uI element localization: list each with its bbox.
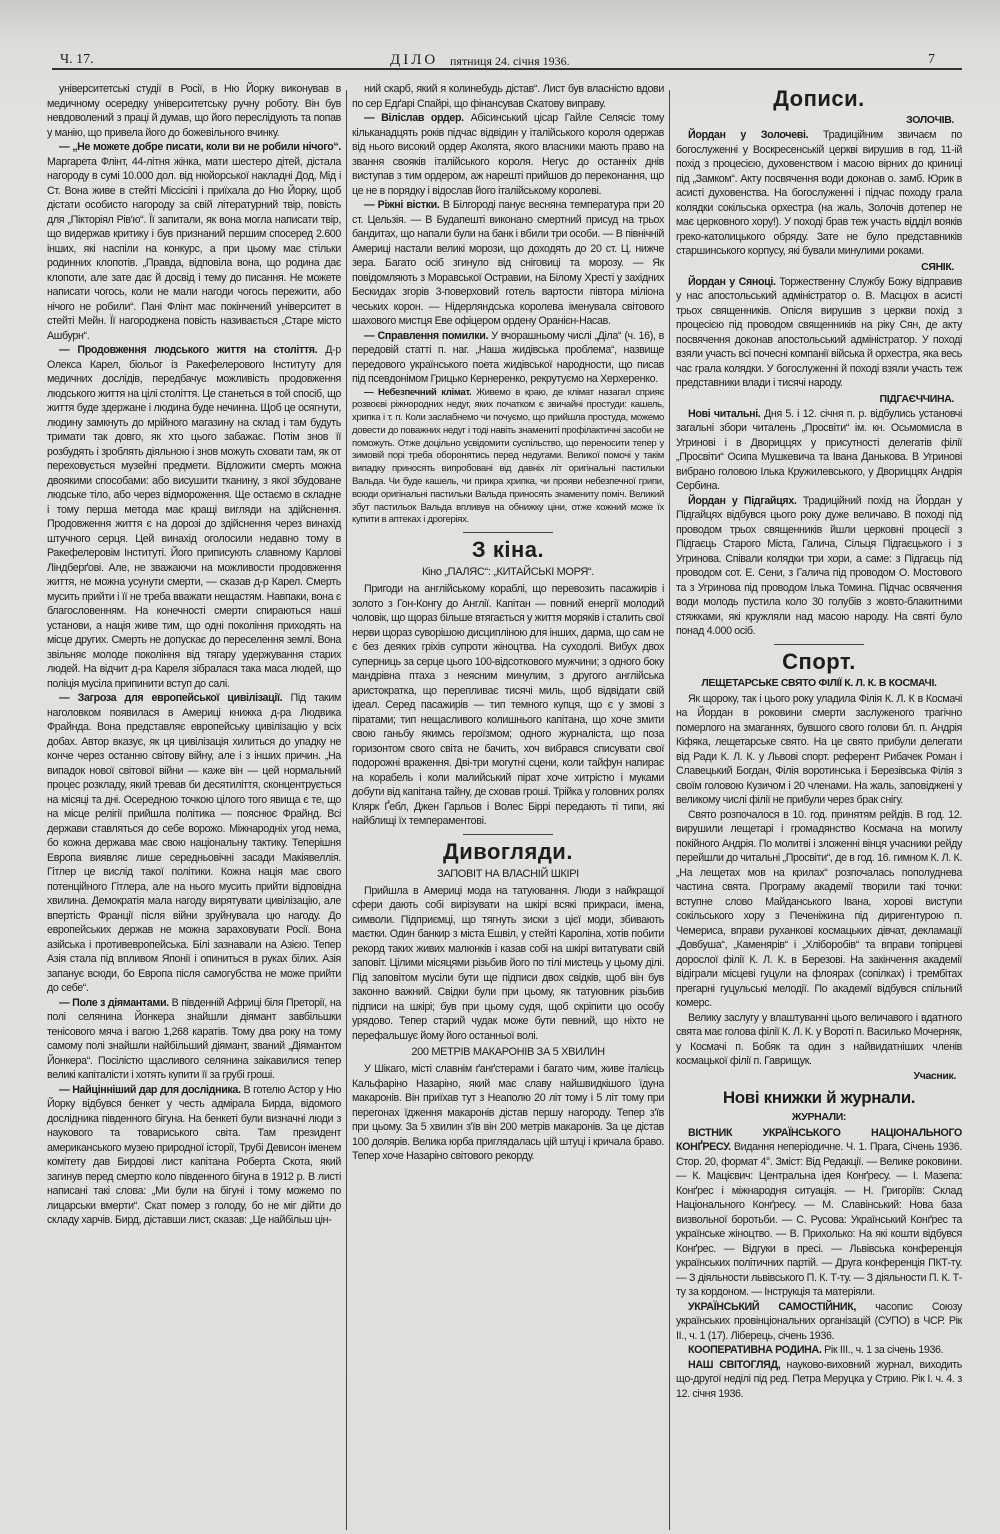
article-lead: — Загроза для европейської цивілізації.	[59, 692, 283, 704]
article-paragraph	[47, 1083, 341, 1228]
article-paragraph	[676, 275, 962, 391]
article-subheading: ЗАПОВІТ НА ВЛАСНІЙ ШКІРІ	[437, 867, 579, 880]
article-text: Під таким наголовком появилася в Америці книжка д-ра Людвика Фрайнда. Вона представляє европейську цивілізацію у всіх добах. Автор вказує, як ця цивілізація хилиться до упадку не конче через останню світову війну, але і з інших причин. „На випадок нової світової війни — каже він — цей нормальний процес розкладу, який тревав би десятиліття, сконцентрується на місяці та дні. Осередною точкою цілого того явища є те, що на місце релігії прийшла політика — пояснює Фрайнд. Всі держави ставляться до себе ворожо. Міжнародніх угод нема, бо кожна держава має свою національну тактику. Теперішня Европа виявляє лише середньовічні засади Макіявеллія. Гітлер це вислід такої політики. Кожна нація має свого потенційного Гітлера, але на нього мусить прийти відповідна хвилина. Демократія мала нагоду вирятувати цивілізацію, але впертість Франції після війни зруйнувала цю нагоду. До европейських держав не можна зараховувати Росії. Вона азійська і противевропейська. Білі зазнавали на Азією. Тепер Азія стала під впливом Японії і опиниться в руках білих. Азія запанує всюди, бо Европа після самогубства не може прийти до себе“.	[47, 692, 341, 994]
article-paragraph	[352, 582, 664, 829]
section-rule	[774, 644, 864, 645]
article-text: Рік III., ч. 1 за січень 1936.	[824, 1344, 944, 1356]
article-paragraph	[352, 1062, 664, 1164]
column-1	[47, 82, 341, 1228]
article-text: Велику заслугу у влаштуванні цього величавого і вдатного свята має голова філії К. Л. К. у Вороті п. Василько Мочерняк, у Космачі п. Бобяк та один з найвидатніших членів космацької філії п. Гаврищук.	[676, 1011, 962, 1067]
article-lead: — Віліслав ордер.	[364, 112, 464, 124]
article-text: Пригоди на англійському кораблі, що перевозить пасажирів і золото з Гон-Конгу до Англії. Капітан — повний енергії молодий чоловік, що щораз більше втягається у життя моряків і сталить свої нерви щораз суворішою дисципліною для інших, дарма, що сам не є без деяких гріхів супроти жіноцтва. На суходолі. Вибух двох суперниць за серце цього 100-відсоткового мужчини; з одного боку мандрівна птаха з неясним минулим, з другого англійська аристократка, що перепливає тисячі миль, щоб відвідати свій ідеал. Серед пасажирів — тип темного купця, що є у змові з піратами; тип нещасливого колишнього капітана, що хоче змити свою ганьбу якимсь героїзмом; одного журналіста, що поза горизонтом свого світа не бачить, хоч вибрався списувати свої подорожні враження. Дві-три могутні сцени, коли тайфун напирає на корабель і коли малийський пірат хоче хитрістю і муками добути від капітана тайну, де сховав гроші. Трійка у головних ролях Клярк Ґебл, Джен Гарльов і Волес Біррі передають ті типи, які найблищі їх темпераментові.	[352, 583, 664, 828]
article-subheading: 200 МЕТРІВ МАКАРОНІВ ЗА 5 ХВИЛИН	[411, 1046, 605, 1059]
article-text: Як щороку, так і цього року уладила Філія К. Л. К в Космачі на Йордан в роковини смерти заслуженого трагічно померлого на змаганнях, бувшого свого голови бл. п. Андрія Кіфяка, лещетарське свято. На це свято прибули делегати від Ради К. Л. К. у Львові спорт. референт Рибачек Роман і Славецький Богдан, Філія воротинська і Березівська Філія з своїм головою Кузичом і 20 членами. На жаль, заповіджені у великому числі філії не прибули через брак снігу.	[676, 692, 962, 806]
article-lead: — Небезпечний клімат.	[364, 386, 472, 398]
article-lead: Йордан у Золочеві.	[688, 129, 809, 141]
article-paragraph	[47, 82, 341, 140]
article-paragraph	[676, 1300, 962, 1344]
section-heading: Нові книжки й журнали.	[722, 1087, 916, 1107]
article-paragraph	[352, 387, 664, 528]
section-rule	[463, 532, 553, 533]
article-text: Традиційний похід на Йордан у Підгайцях відбувся цього року дуже величаво. В поході під проводом трьох священників йшли церковні процесії з Підгаєць Старого Міста, Галича, Сільця Підгаєцького і з Угринова. Співали колядки три хори, а саме: з Підгаєць під проводом сот. Е. Сени, з Галича під проводом О. Мостового та з Угринова під проводом Ілька Томина. Підчас освячення води молодь пустила коло 30 голубів з жовто-блакитними стяжками, які кружляли над масою народу. На святі було понад 4.000 осіб.	[676, 494, 962, 637]
issue-date: пятниця 24. січня 1936.	[450, 54, 570, 68]
article-paragraph	[352, 884, 664, 1044]
article-text: Традиційним звичаєм по богослуженні у Воскресенській церкві вирушив в год. 11-ій похід з процесією, духовенством і масою вірних до криниці під „Замком“. Акту посвячення води доконав о. замб. Юрик в асисті духовенства. На богослуженні і підчас походу грала колядки сокільська орхестра (на жаль, Золочів дотепер не має церковного хору!). У поході брав теж участь відділ вояків греко-католицького обряду. Зате не було представників старшинського корпусу, які бували минулими роками.	[676, 129, 963, 257]
masthead-rule	[52, 68, 962, 70]
column-divider	[346, 90, 347, 1530]
article-paragraph	[352, 198, 664, 329]
article-text: Дня 5. і 12. січня п. р. відбулись установчі загальні збори читалень „Просвіти“ ім. кн. Осьмомисла в Угринові і в Двориццях у присутності делегатів філії „Просвіти“ Осипа Мушкевича та Івана Данькова. В Угринові вибрано головою Ілька Кружилевського, у Двориццях Андрія Сербина.	[676, 407, 962, 492]
article-paragraph	[676, 692, 962, 808]
article-text: Видання неперіодичне. Ч. 1. Прага, Січень 1936. Стор. 20, формат 4°. Зміст: Від Редакції. — Велике роковини. — К. Мацієвич: Центральна ідея Конґресу. — І. Мазепа: Конґрес і міжнародня ситуація. — Н. Григоріїв: Склад Національного Конґресу. — М. Славінський: Нова база визвольної боротьби. — С. Русова: Український Конґрес та українське жіноцтво. — В. Прихолько: На які кошти відбувся Конґрес. — Відгуки в пресі. — Львівська конференція українських політичних партій. — Друга конференція ПКТ-ту. — З діяльности львівського П. К. Т-ту. — З діяльности П. К. Т-ту за кордоном. — Інструкція та матеріяли.	[676, 1141, 963, 1298]
article-paragraph	[676, 407, 962, 494]
article-lead: — Ріжні вістки.	[364, 199, 440, 211]
article-paragraph	[47, 140, 341, 343]
column-2	[352, 82, 664, 1164]
dateline: СЯНІК.	[921, 260, 954, 273]
article-paragraph	[352, 82, 664, 111]
section-heading: З кіна.	[471, 537, 545, 563]
article-text: Д-р Олекса Карел, біольог із Ракефелерового Інституту для медичних дослідів, передбачує можливість продовження людського життя на цілі століття. Це станеться в той спосіб, що життя буде здержане і людина буде нечинна. Щоб це осягнути, людину замкнуть до мрійного магазину на склад і там будуть тримати так довго, як хто цього забажає. Потім знов її розбудять і зроблять діяльною і знов можуть сховати там, як от переховується музейні предмети. Відложити смерть можна двоякими способами: або висушити тканину, з якої збудоване людське тіло, або через відмороження. Ще остаємо в складне і тому перша метода має кращі вигляди на здійснення. Продовження життя є на дорозі до здійснення через винахід штучного серця. Цей винахід оголосили недавно тому в Ракефелеровім Інституті. Його приписують славному Карлові Ліндберґові. Але, не зважаючи на можливости продовження життя, не можна усунути смерти, — сказав д-р Карел. Смерть мусить прийти і її не треба вважати нещастям. Навпаки, вона є благословенням. На конечності смерти спираються наші установи, а нація живе тим, що одні покоління приходять на місце других. Смерть не допускає до переселення землі. Вона звільняє молоде покоління від тягару удержування старих людей. На відчит д-ра Кареля зібралася така маса людей, що поліція мусіла припинити вступ до салі.	[47, 344, 341, 690]
article-paragraph	[676, 1126, 962, 1300]
article-lead: — Продовження людського життя на століття.	[59, 344, 318, 356]
article-text: університетські студії в Росії, в Ню Йорку виконував в медичному осередку університетську ручну роботу. Він був невдоволений з праці й думав, що його переслідують та попав у манію, що привела його до божевільного вчинку.	[47, 83, 341, 139]
article-lead: Нові читальні.	[688, 407, 761, 420]
section-heading: Спорт.	[782, 648, 856, 674]
article-text: Маргарета Флінт, 44-літня жінка, мати шестеро дітей, дістала нагороду в сумі 10.000 дол. від нюйорської накладні Дод, Мід і Ст. Вона живе в стейті Міссісіпі і приїхала до Ню Йорку, щоб дістати особисто нагороду за свій літературний твір, повість для „Пікторіял Рів'ю“. Її запитали, як вона могла написати твір, що видержав критику і був признаний першим спосеред 2.600 інших, які наспіли на конкурс, а при цьому має стільки родинних клопотів. „Правда, відповіла вона, що родина дає клопоти, але зате дає й досвід і тему до писання. Не можете написати чогось, коли не мали нагоди чогось пережити, або нічого не робили“. Пані Флінт має покінчений університет в стейті Мейн. Її нагороджена повість називається „Старе місто Ашбурн“.	[47, 155, 341, 342]
article-text: Прийшла в Америці мода на татуювання. Люди з найкращої сфери дають собі вирізувати на шкірі всякі прикраси, імена, символи. Підприємці, що тягнуть зиски з цієї моди, збивають маєтки. Один банкир з міста Ешвіл, у стейті Кароліна, хотів побити рекорд таких живих малюнків і казав собі на шкірі витатувати свій заповіт. Цілими місяцями різьбив його по тілі мистець у цьому ділі. Під заповітом мусіли бути ще підписи двох свідків, щоб він був законно важний. Свідки були при цьому, як татуювник різьбив підписи на шкірі; був при цьому судя, щоб скріпити цю особу урядово. Тепер старий чудак може бути певний, що ніхто не перефальшує йому його останньої волі.	[352, 884, 664, 1042]
article-text: В готелю Астор у Ню Йорку відбувся бенкет у честь адмірала Бирда, відомого дослідника південного бігуна. На бенкеті були визначні люди з наукового та товариського світа. Там президент американського музею природної історії, Трубі Девисон іменем комітету дав Бирдові лист капітана Роберта Скота, який загинув перед смертю коло південного бігуна в 1912 р. В листі написані такі слова: „Ми були на бігуні і тому можемо по лицарськи вмерти“. Скат помер з голоду, бо не міг дійти до складу харчів. Бирд, діставши лист, сказав: „Це найбільш цін-	[47, 1083, 341, 1226]
column-divider	[669, 90, 670, 1530]
article-text: У вчорашньому числі „Діла“ (ч. 16), в передовій статті п. наг. „Наша жидівська проблема“, назвище передового українського поета жидівської народности, що писав під псевдонімом Грицько Кернеренко, рекрутуємо на Херхеренко.	[352, 329, 664, 385]
article-lead: — „Не можете добре писати, коли ви не робили нічого“.	[59, 141, 341, 153]
article-paragraph	[352, 111, 664, 198]
article-text: Свято розпочалося в 10. год. принятям рейдів. В год. 12. вирушили лещетарі і громадянство Космача на могилу покійного Андрія. По молитві і зложенні вінця учасники рейду перейшли до читальні „Просвіти“, де в год. 16. гимном К. Л. К. „На лещетах мов на крилах“ розпочалась пополуднева частина свята. Програму академії творили такі точки: вступне слово Майданського Івана, хорові виступи сокільського хору з Печеніжина під диригентурою п. Чемериса, вправи руханкові космацьких дівчат, декламації „Довбуша“, „Каменярів“ і „Хліборобів“ та вправи топірцеві дорослої філії К. Л. К. в Березові. На закінчення академії відіграли місцеві гуцули на флоярах (сопілках) і трембітах прегарні гуцульські мелодії. По академії відбувся спільний комерс.	[676, 808, 962, 1009]
section-rule	[463, 834, 553, 835]
author-signature: Учасник.	[913, 1069, 956, 1082]
article-subheading: Кіно „ПАЛЯС“: „КИТАЙСЬКІ МОРЯ“.	[421, 566, 594, 579]
article-text: У Шікаго, місті славнім ґанґстерами і багато чим, живе італієць Кальфаріно Назаріно, який має славу найшвидкішого їдуна макаронів. Він приїхав тут з Неаполю 20 літ тому і 5 літ тому при перегонах їдження макаронів дістав першу нагороду. Тепер з'їв при цьому. За 5 хвилин з'їв він 200 метрів макаронів. За це дістав 100 долярів. Велика юрба приглядалась цій штуці і кричала браво. Тепер хоче Назаріно світового рекорду.	[352, 1063, 664, 1163]
article-paragraph	[47, 996, 341, 1083]
newspaper-title: ДІЛО	[390, 52, 439, 68]
article-lead: — Поле з діямантами.	[59, 996, 169, 1009]
article-text: В Білгороді панує весняна температура при 20 ст. Цельзія. — В Будапешті виконано смертний присуд на трьох бандитах, що напали були на банк і вбили три особи. — В північній Америці настали великі морози, що доходять до 20 ст. Ц. нижче зера. Багато осіб згинуло від сніговиці та морозу. — Як повідомляють з Моравської Остравии, на Білому Хресті у західних Бескидах згорів 3-поверховий готель вартости півтора міліона чеських корон. — Нідерляндська королева іменувала світового шахового мистця Еве офіцером ордену Оранієн-Насав.	[352, 199, 664, 327]
article-text: Живемо в краю, де клімат назагал сприяє розвоєві ріжнородних недуг, яких початком є звичайні простуди: кашель, хрипка і т. п. Коли заслабнемо чи почуємо, що прийшла простуда, можемо довести до поважних недуг і тоді навіть знамениті профілактичні засоби не поможуть. Отже доцільно усвідомити суспільство, що переносити тепер у зимовій порі треба оборонятись перед недугами. Великої помочі у такім випадку приносять випробовані від давніх літ оригінальні пастильки Вальда. Чи буде кашель, чи прикра хрипка, чи прояви небезпечної грипи, всюди оригінальні пастильки Вальда приносять знамениту поміч. Великий збут пастильок Вальда впливув на обнижку ціни, отже кожний може їх купити в аптеках і дрогеріях.	[352, 386, 664, 526]
article-paragraph	[352, 329, 664, 387]
article-paragraph	[47, 691, 341, 996]
article-lead: НАШ СВІТОГЛЯД,	[688, 1358, 781, 1371]
article-lead: Йордан у Підгайцях.	[688, 494, 797, 507]
issue-number: Ч. 17.	[60, 52, 94, 67]
article-paragraph	[676, 1011, 962, 1069]
article-paragraph	[47, 343, 341, 691]
article-text: Торжественну Службу Божу відправив у нас апостольський адміністратор о. В. Масцюх в асисті трьох священників. Опісля вирушив з церкви похід з процесією під проводом священників на ріку Сян, де акту посвячення доконав апостольський адміністратор. У поході взяли участь всі почесні компанії війська й орхестра, яка весь час грала колядки. У богослуженні й поході взяли участь теж представники влади і тисячі народу.	[676, 275, 962, 389]
page-number: 7	[928, 52, 935, 67]
article-lead: — Справлення помилки.	[364, 329, 489, 342]
article-text: науково-виховний журнал, виходить що-другої неділі під ред. Петра Меруцка у Стрию. Рік I. ч. 4. з 12. січня 1936.	[676, 1358, 962, 1400]
article-lead: КООПЕРАТИВНА РОДИНА.	[688, 1344, 822, 1356]
article-subheading: ЖУРНАЛИ:	[791, 1110, 847, 1123]
article-paragraph	[676, 494, 962, 639]
article-text: часопис Союзу українських провінціональних організацій (СУПО) в ЧСР. Рік II., ч. 1 (17). Ліберець, січень 1936.	[676, 1300, 962, 1342]
section-heading: Дивогляди.	[443, 838, 573, 864]
article-paragraph	[676, 1358, 962, 1402]
article-paragraph	[676, 1343, 962, 1358]
article-subheading: ЛЕЩЕТАРСЬКЕ СВЯТО ФІЛІЇ К. Л. К. В КОСМАЧІ.	[701, 676, 937, 689]
article-lead: ВІСТНИК УКРАЇНСЬКОГО НАЦІОНАЛЬНОГО КОНҐРЕСУ.	[676, 1126, 962, 1153]
section-heading: Дописи.	[773, 86, 865, 111]
article-text: ний скарб, який я колинебудь дістав“. Лист був власністю вдови по сер Едґарі Спайрі, що фінансував Скатову виправу.	[352, 83, 664, 110]
dateline: ЗОЛОЧІВ.	[906, 114, 954, 126]
dateline: ПІДГАЄЧЧИНА.	[879, 392, 954, 405]
masthead	[50, 50, 965, 68]
article-paragraph	[676, 128, 962, 259]
article-lead: Йордан у Сяноці.	[688, 275, 776, 288]
article-text: В південній Африці біля Преторії, на полі селянина Йонкера знайшли діямант завбільшки тенісового мяча і вагою 1,268 каратів. Тому два року на тому самому полі знайшли найбільший діямант, званий „Діямантом Йонкера“. Посілістю щасливого селянина заікавилися тепер великі капіталісти і хотять купити її за грубі гроші.	[47, 996, 341, 1081]
article-paragraph	[676, 808, 962, 1011]
article-lead: УКРАЇНСЬКИЙ САМОСТІЙНИК,	[688, 1300, 857, 1313]
column-3	[676, 82, 962, 1401]
article-text: Абісинський цісар Гайле Селясіє тому кільканадцять років підчас відвідин у італійського короля одержав від нього високий ордер Аколята, якого власники мають право на звання свояків італійського короля. Негус до останніх днів виступав з тим ордером, аж нарешті прийшов до переконання, що це не в порядку і відослав його італійському королеві.	[352, 112, 665, 197]
article-lead: — Найцінніший дар для дослідника.	[59, 1083, 241, 1096]
